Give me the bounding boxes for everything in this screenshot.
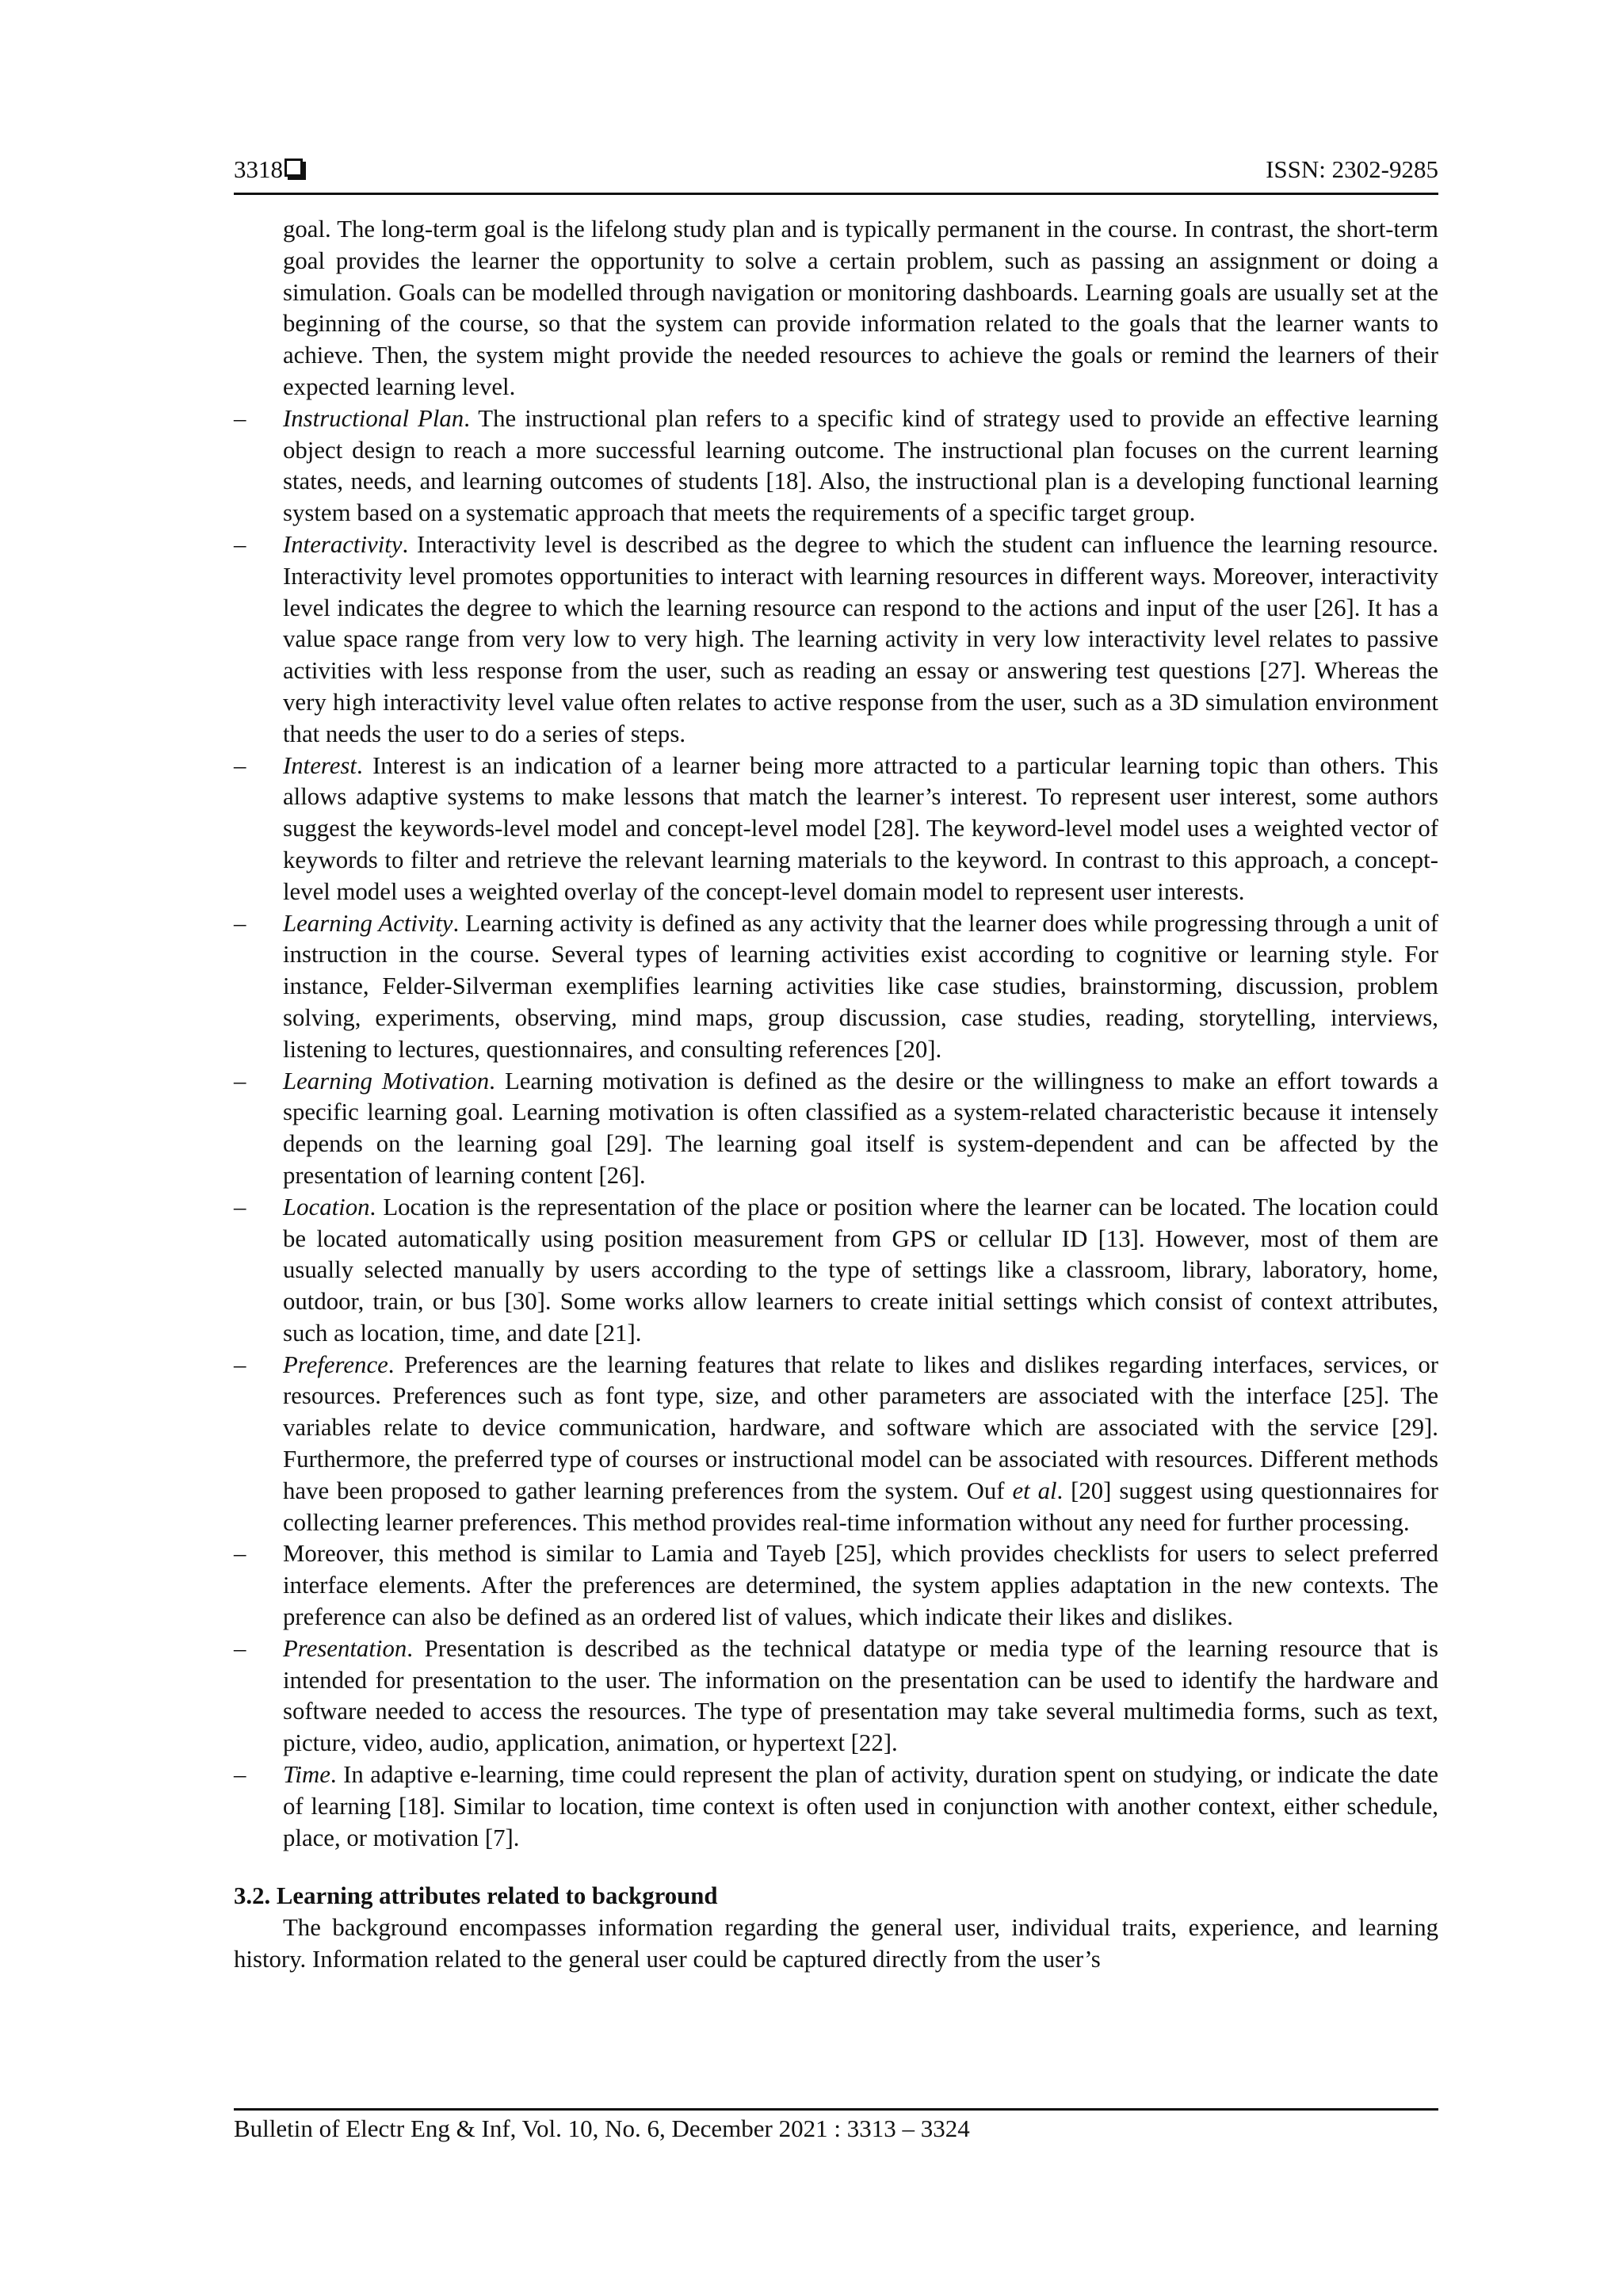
bullet-text: Moreover, this method is similar to Lamia and Tayeb [25], which provides checklists for users to select preferred interface elements. After the preferences are determined, the system applies adaptation in the new contexts. The preference can also be defined as an ordered list of values, which indicate their likes and dislikes. — [283, 1540, 1438, 1631]
bullet-italic-mid: et al — [1012, 1477, 1057, 1504]
section-paragraph — [234, 1912, 1438, 1976]
bullet-text: . The instructional plan refers to a specific kind of strategy used to provide an effective learning object design to reach a more successful learning outcome. The instructional plan focuses on the current learning states, needs, and learning outcomes of students [18]. Also, the instructional plan is a developing functional learning system based on a systematic approach that meets the requirements of a specific target group. — [283, 404, 1438, 527]
bullet-text: . In adaptive e-learning, time could represent the plan of activity, duration spent on studying, or indicate the date of learning [18]. Similar to location, time context is often used in conjunction with another context, either schedule, place, or motivation [7]. — [283, 1761, 1438, 1851]
square-box-icon — [285, 159, 303, 177]
bullet-term: Preference — [283, 1350, 388, 1378]
bullet-term: Location — [283, 1193, 370, 1221]
bullet-learning-activity — [234, 908, 1438, 1066]
bullet-text-after: . [20] suggest using questionnaires for collecting learner preferences. This method provides real-time information without any need for further processing. — [283, 1477, 1438, 1536]
bullet-text: . Preferences are the learning features that relate to likes and dislikes regarding interfaces, services, or resources. Preferences such as font type, size, and other parameters are associated with the interface [25]. The variables relate to device communication, hardware, and software which are associated with the service [29]. Furthermore, the preferred type of courses or instructional model can be associated with resources. Different methods have been proposed to gather learning preferences from the system. Ouf — [283, 1350, 1438, 1504]
page-footer: Bulletin of Electr Eng & Inf, Vol. 10, No. 6, December 2021 : 3313 – 3324 — [234, 2115, 970, 2142]
bullet-text: . Learning activity is defined as any activity that the learner does while progressing through a unit of instruction in the course. Several types of learning activities exist according to cognitive or learning style. For instance, Felder-Silverman exemplifies learning activities like case studies, brainstorming, discussion, problem solving, experiments, observing, mind maps, group discussion, case studies, reading, storytelling, interviews, listening to lectures, questionnaires, and consulting references [20]. — [283, 909, 1439, 1063]
body-content — [234, 214, 1438, 1976]
bullet-preference — [234, 1350, 1438, 1539]
bullet-instructional-plan — [234, 403, 1438, 529]
bullet-term: Interest — [283, 751, 357, 779]
bullet-learning-motivation — [234, 1066, 1438, 1192]
page-number: 3318 — [234, 155, 303, 184]
section-heading: 3.2. Learning attributes related to background — [234, 1882, 718, 1910]
issn-label: ISSN: 2302-9285 — [1266, 155, 1438, 183]
bullet-term: Interactivity — [283, 530, 403, 558]
bullet-term: Learning Activity — [283, 909, 453, 937]
bullet-dash: – — [234, 909, 246, 937]
bullet-text: . Interactivity level is described as the degree to which the student can influence the learning resource. Interactivity level promotes opportunities to interact with learning resources in different ways. Moreover, interactivity level indicates the degree to which the learning resource can respond to the actions and input of the user [26]. It has a value space range from very low to very high. The learning activity in very low interactivity level relates to passive activities with less response from the user, such as reading an essay or answering test questions [27]. Whereas the very high interactivity level value often relates to active response from the user, such as a 3D simulation environment that needs the user to do a series of steps. — [283, 530, 1438, 747]
bullet-time — [234, 1759, 1438, 1854]
bullet-preference-continued — [234, 1538, 1438, 1633]
bullet-dash: – — [234, 751, 246, 779]
bullet-interest — [234, 751, 1438, 908]
bullet-presentation — [234, 1633, 1438, 1759]
page-header — [234, 155, 1438, 193]
bullet-text: . Presentation is described as the technical datatype or media type of the learning resource that is intended for presentation to the user. The information on the presentation can be used to identify the hardware and software needed to access the resources. The type of presentation may take several multimedia forms, such as text, picture, video, audio, application, animation, or hypertext [22]. — [283, 1634, 1438, 1757]
bullet-term: Time — [283, 1761, 330, 1789]
bullet-text: . Learning motivation is defined as the desire or the willingness to make an effort towards a specific learning goal. Learning motivation is often classified as a system-related characteristic because it intensely depends on the learning goal [29]. The learning goal itself is system-dependent and can be affected by the presentation of learning content [26]. — [283, 1067, 1438, 1189]
bullet-dash: – — [234, 1193, 246, 1221]
header-rule — [234, 193, 1438, 195]
bullet-dash: – — [234, 1634, 246, 1662]
section-paragraph-text: The background encompasses information regarding the general user, individual traits, experience, and learning history. Information related to the general user could be captured directly from the user’s — [234, 1914, 1438, 1973]
bullet-dash: – — [234, 404, 246, 432]
bullet-dash: – — [234, 1067, 246, 1095]
bullet-text: . Location is the representation of the place or position where the learner can be located. The location could be located automatically using position measurement from GPS or cellular ID [13]. However, most of them are usually selected manually by users according to the type of settings like a classroom, library, laboratory, home, outdoor, train, or bus [30]. Some works allow learners to create initial settings which consist of context attributes, such as location, time, and date [21]. — [283, 1193, 1438, 1347]
bullet-term: Learning Motivation — [283, 1067, 490, 1095]
bullet-term: Instructional Plan — [283, 404, 464, 432]
bullet-dash: – — [234, 530, 246, 558]
bullet-dash: – — [234, 1540, 246, 1568]
intro-paragraph: goal. The long-term goal is the lifelong study plan and is typically permanent in the course. In contrast, the short-term goal provides the learner the opportunity to solve a certain problem, such as passing an assignment or doing a simulation. Goals can be modelled through navigation or monitoring dashboards. Learning goals are usually set at the beginning of the course, so that the system can provide information related to the goals that the learner wants to achieve. Then, the system might provide the needed resources to achieve the goals or remind the learners of their expected learning level. — [283, 216, 1438, 400]
bullet-dash: – — [234, 1350, 246, 1378]
bullet-text: . Interest is an indication of a learner being more attracted to a particular learning topic than others. This allows adaptive systems to make lessons that match the learner’s interest. To represent user interest, some authors suggest the keywords-level model and concept-level model [28]. The keyword-level model uses a weighted vector of keywords to filter and retrieve the relevant learning materials to the keyword. In contrast to this approach, a concept-level model uses a weighted overlay of the concept-level domain model to represent user interests. — [283, 751, 1438, 905]
bullet-location — [234, 1192, 1438, 1350]
bullet-interactivity — [234, 529, 1438, 751]
footer-rule — [234, 2108, 1438, 2111]
bullet-term: Presentation — [283, 1634, 407, 1662]
bullet-dash: – — [234, 1761, 246, 1789]
